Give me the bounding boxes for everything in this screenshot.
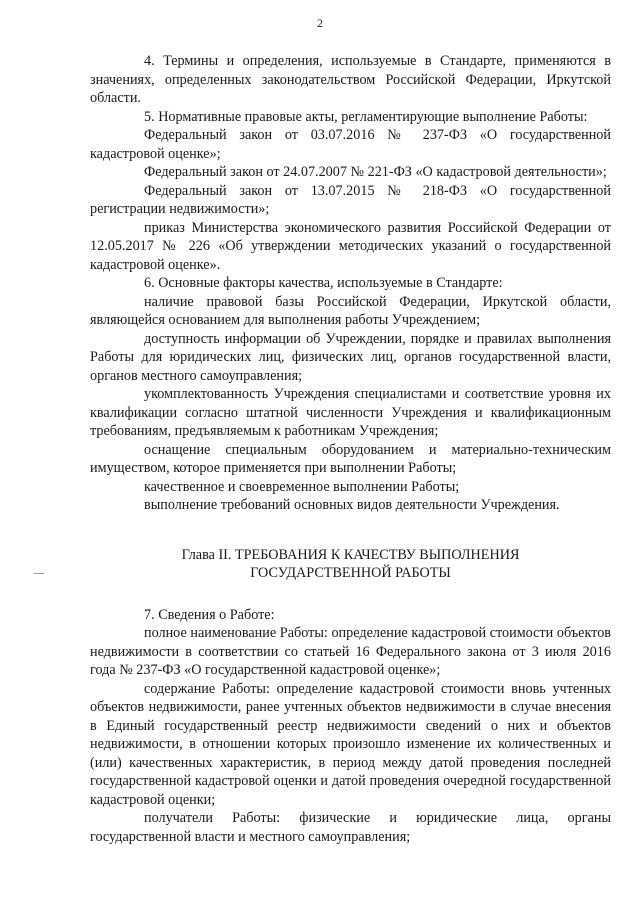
paragraph-law-221: Федеральный закон от 24.07.2007 № 221-ФЗ «О кадастровой деятельности»; xyxy=(144,164,607,180)
paragraph-item-4: 4. Термины и определения, используемые в Стандарте, применяются в значениях, определенных законодательством Российской Федерации, Иркутской области. xyxy=(90,53,611,106)
paragraph-item-5: 5. Нормативные правовые акты, регламентирующие выполнение Работы: xyxy=(144,108,588,125)
chapter-title-line-1: Глава II. ТРЕБОВАНИЯ К КАЧЕСТВУ ВЫПОЛНЕНИЯ xyxy=(181,546,520,563)
section-terms-and-factors xyxy=(90,52,611,515)
section-work-info xyxy=(90,606,611,847)
paragraph-item-7: 7. Сведения о Работе: xyxy=(144,606,275,623)
paragraph-factor-equipment: оснащение специальным оборудованием и материально-техническим имуществом, которое применяется при выполнении Работы; xyxy=(90,441,611,476)
margin-mark xyxy=(34,573,44,574)
chapter-heading xyxy=(90,546,611,583)
paragraph-work-content: содержание Работы: определение кадастровой стоимости вновь учтенных объектов недвижимости, ранее учтенных объектов недвижимости в случае внесения в Единый государственный реестр недвижимости сведений о них и объектов недвижимости, в отношении которых произошло изменение их количественных и (или) качественных характеристик, в период между датой проведения последней государственной кадастровой оценки и датой проведения очередной государственной кадастровой оценки; xyxy=(90,680,611,808)
page-number: 2 xyxy=(317,16,323,30)
paragraph-factor-legal-base: наличие правовой базы Российской Федерации, Иркутской области, являющейся основанием для выполнения работы Учреждением; xyxy=(90,293,611,328)
document-body xyxy=(90,52,611,846)
chapter-title-line-2: ГОСУДАРСТВЕННОЙ РАБОТЫ xyxy=(250,565,451,581)
paragraph-factor-staffing: укомплектованность Учреждения специалистами и соответствие уровня их квалификации согласно штатной численности Учреждения и квалификационным требованиям, предъявляемым к работникам Учреждения; xyxy=(90,386,611,439)
paragraph-item-6: 6. Основные факторы качества, используемые в Стандарте: xyxy=(144,275,503,291)
paragraph-order-226: приказ Министерства экономического развития Российской Федерации от 12.05.2017 № 226 «Об утверждении методических указаний о государственной кадастровой оценке». xyxy=(90,219,611,273)
paragraph-law-237: Федеральный закон от 03.07.2016 № 237-ФЗ «О государственной кадастровой оценке»; xyxy=(90,127,611,162)
paragraph-work-recipients: получатели Работы: физические и юридические лица, органы государственной власти и местного самоуправления; xyxy=(90,810,611,845)
paragraph-factor-requirements: выполнение требований основных видов деятельности Учреждения. xyxy=(144,497,560,513)
paragraph-factor-timeliness: качественное и своевременное выполнении Работы; xyxy=(144,478,460,495)
paragraph-law-218: Федеральный закон от 13.07.2015 № 218-ФЗ «О государственной регистрации недвижимости»; xyxy=(90,182,611,217)
paragraph-work-name: полное наименование Работы: определение кадастровой стоимости объектов недвижимости в соответствии со статьей 16 Федерального закона от 3 июля 2016 года № 237-ФЗ «О государственной кадастровой оценке»; xyxy=(90,625,611,678)
paragraph-factor-accessibility: доступность информации об Учреждении, порядке и правилах выполнения Работы для юридических лиц, физических лиц, органов государственной власти, органов местного самоуправления; xyxy=(90,330,611,384)
